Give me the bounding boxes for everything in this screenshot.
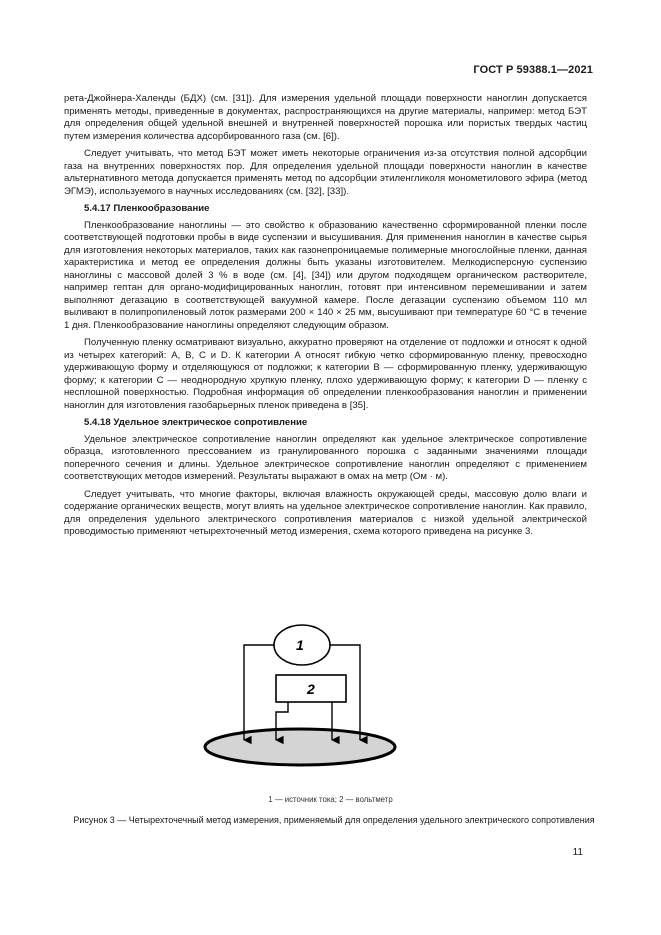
paragraph: Пленкообразование наноглины — это свойство к образованию качественно сформированной пленки после соответствующей подготовки пробы в виде суспензии и высушивания. Для применения наноглин в качестве сырья для изготовления некоторых материалов, таких как газонепроницаемые полимерные многослойные пленки, данная характеристика и метод ее определения должны быть указаны изготовителем. Мелкодисперсную суспензию наноглины с массовой долей 3 % в воде (см. [4], [34]) или другом подходящем органическом растворителе, например гептан для органо-модифицированных наноглин, готовят при интенсивном перемешивании и затем выполняют дегазацию в соответствующей вакуумной камере. После дегазации суспензию объемом 110 мл выливают в полипропиленовый лоток размерами 200 × 140 × 25 мм, высушивают при температуре 60 °С в течение 1 дня. Пленкообразование наноглины определяют следующим образом. bbox=[64, 219, 587, 331]
four-point-probe-diagram bbox=[180, 615, 470, 783]
document-id: ГОСТ Р 59388.1—2021 bbox=[473, 64, 593, 76]
paragraph: Следует учитывать, что многие факторы, включая влажность окружающей среды, массовую долю влаги и содержание органических веществ, могут влиять на удельное электрическое сопротивление наноглин. Как правило, для определения удельного электрического сопротивления материалов с низкой удельной электрической проводимостью применяют четырехточечный метод измерения, схема которого приведена на рисунке 3. bbox=[64, 488, 587, 537]
sample-ellipse bbox=[205, 729, 395, 765]
figure-caption: Рисунок 3 — Четырехточечный метод измерения, применяемый для определения удельного электрического сопротивления bbox=[73, 815, 595, 825]
page-number: 11 bbox=[572, 847, 583, 858]
body-text bbox=[64, 93, 587, 544]
outer-wire-left bbox=[244, 645, 274, 740]
figure-legend: 1 — источник тока; 2 — вольтметр bbox=[268, 795, 393, 804]
paragraph: Следует учитывать, что метод БЭТ может иметь некоторые ограничения из-за отсутствия полной адсорбции газа на внутренних поверхностях пор. Для определения удельной площади поверхности наноглин в качестве альтернативного метода допускается применять метод по адсорбции этиленгликоля монометилового эфира (метод ЭГМЭ), используемого в научных исследованиях (см. [32], [33]). bbox=[64, 148, 587, 197]
label-2: 2 bbox=[307, 681, 315, 697]
paragraph: рета-Джойнера-Халенды (БДХ) (см. [31]). Для измерения удельной площади поверхности наноглин допускается применять методы, приведенные в документах, распространяющихся на другие материалы, например: метод БЭТ для определения общей удельной внешней и внутренней поверхностей порошка или пористых твердых частиц путем измерения количества адсорбированного газа (см. [6]). bbox=[64, 93, 587, 142]
paragraph: Удельное электрическое сопротивление наноглин определяют как удельное электрическое сопротивление образца, изготовленного прессованием из гранулированного порошка с заданными значениями площади поперечного сечения и длины. Удельное электрическое сопротивление наноглин определяют с применением соответствующих методов измерений. Результаты выражают в омах на метр (Ом · м). bbox=[64, 433, 587, 482]
section-heading-film-formation: 5.4.17 Пленкообразование bbox=[84, 203, 210, 214]
paragraph: Полученную пленку осматривают визуально, аккуратно проверяют на отделение от подложки и относят к одной из четырех категорий: А, В, С и D. К категории А относят гибкую четко сформированную пленку, превосходно удерживающую форму и отделяющуюся от подложки; к категории В — сформированную пленку, удерживающую форму; к категории С — неоднородную хрупкую пленку, плохо удерживающую форму; к категории D — пленку с несплошной поверхностью. Подробная информация об определении пленкообразования наноглин и применении наноглин для изготовления газобарьерных пленок приведена в [35]. bbox=[64, 337, 587, 411]
section-heading-resistivity: 5.4.18 Удельное электрическое сопротивление bbox=[84, 417, 308, 428]
label-1: 1 bbox=[296, 637, 304, 653]
